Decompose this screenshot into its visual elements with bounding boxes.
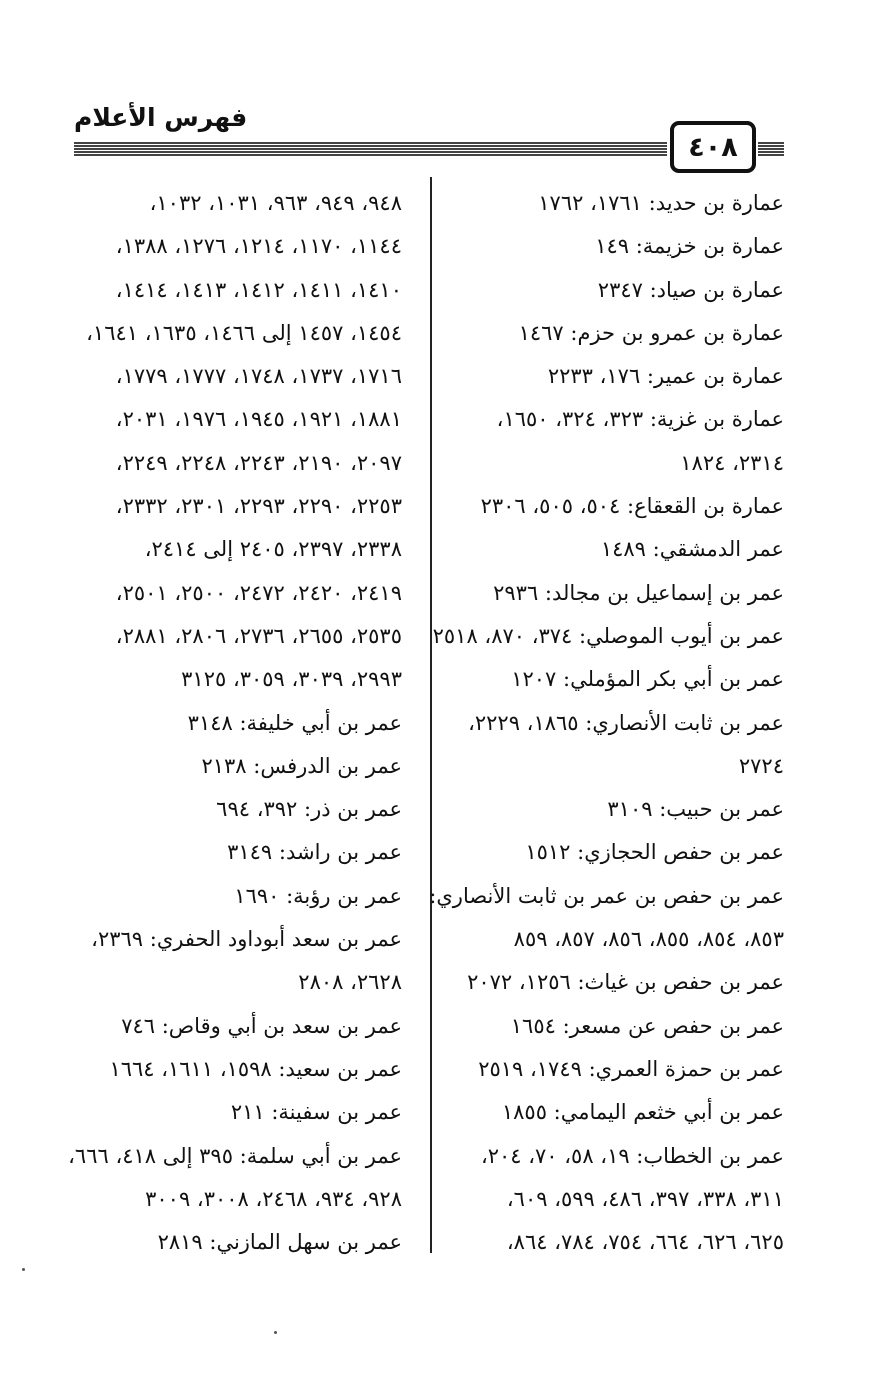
index-entry-line: عمر بن سعد أبوداود الحفري: ٢٣٦٩،: [91, 927, 402, 952]
index-entry-line: عمر بن أبي سلمة: ٣٩٥ إلى ٤١٨، ٦٦٦،: [68, 1143, 402, 1168]
index-entry-line: ٢٧٢٤: [738, 753, 784, 778]
index-entry-line: عمارة بن صياد: ٢٣٤٧: [597, 277, 784, 302]
index-entry-line: عمر بن حمزة العمري: ١٧٤٩، ٢٥١٩: [478, 1056, 784, 1081]
index-entry-line: ٦٢٥، ٦٢٦، ٦٦٤، ٧٥٤، ٧٨٤، ٨٦٤،: [506, 1230, 784, 1255]
index-entry-line: ٢٥٣٥، ٢٦٥٥، ٢٧٣٦، ٢٨٠٦، ٢٨٨١،: [115, 623, 402, 648]
index-entry-line: عمر بن الدرفس: ٢١٣٨: [201, 753, 402, 778]
index-entry-line: ١٧١٦، ١٧٣٧، ١٧٤٨، ١٧٧٧، ١٧٧٩،: [115, 364, 402, 389]
index-entry-line: عمر بن ذر: ٣٩٢، ٦٩٤: [216, 797, 402, 822]
index-entry-line: ١٤٥٤، ١٤٥٧ إلى ١٤٦٦، ١٦٣٥، ١٦٤١،: [86, 320, 402, 345]
scan-speck: [274, 1331, 277, 1334]
index-entry-line: عمر بن راشد: ٣١٤٩: [227, 840, 402, 865]
index-entry-line: عمارة بن القعقاع: ٥٠٤، ٥٠٥، ٢٣٠٦: [480, 494, 784, 519]
right-column: [429, 182, 784, 1264]
column-divider: [430, 177, 432, 1253]
header-rule: [74, 142, 667, 156]
index-entry-line: عمر بن إسماعيل بن مجالد: ٢٩٣٦: [493, 580, 784, 605]
index-entry-line: عمر بن الخطاب: ١٩، ٥٨، ٧٠، ٢٠٤،: [480, 1143, 784, 1168]
index-entry-line: ١٨٨١، ١٩٢١، ١٩٤٥، ١٩٧٦، ٢٠٣١،: [115, 407, 402, 432]
index-entry-line: ٢٦٢٨، ٢٨٠٨: [298, 970, 402, 995]
index-entry-line: عمر بن أبي خثعم اليمامي: ١٨٥٥: [501, 1100, 784, 1125]
index-entry-line: ٩٤٨، ٩٤٩، ٩٦٣، ١٠٣١، ١٠٣٢،: [149, 191, 402, 215]
index-entry-line: ٩٢٨، ٩٣٤، ٢٤٦٨، ٣٠٠٨، ٣٠٠٩: [145, 1186, 402, 1211]
index-entry-line: ٢٩٩٣، ٣٠٣٩، ٣٠٥٩، ٣١٢٥: [181, 667, 402, 692]
scan-speck: [22, 1268, 25, 1271]
index-entry-line: عمر بن حفص بن غياث: ١٢٥٦، ٢٠٧٢: [467, 970, 784, 995]
page-number: ٤٠٨: [670, 121, 756, 173]
index-entry-line: عمر بن حبيب: ٣١٠٩: [607, 797, 784, 822]
index-entry-line: عمر بن ثابت الأنصاري: ١٨٦٥، ٢٢٢٩،: [468, 710, 784, 735]
index-entry-line: ٢٣٣٨، ٢٣٩٧، ٢٤٠٥ إلى ٢٤١٤،: [144, 537, 402, 562]
index-entry-line: عمر بن سعيد: ١٥٩٨، ١٦١١، ١٦٦٤: [109, 1056, 402, 1081]
header-rule-end: [758, 142, 784, 156]
index-entry-line: عمارة بن عمير: ١٧٦، ٢٢٣٣: [547, 364, 784, 389]
index-entry-line: عمارة بن حديد: ١٧٦١، ١٧٦٢: [538, 191, 784, 215]
index-entry-line: ١١٤٤، ١١٧٠، ١٢١٤، ١٢٧٦، ١٣٨٨،: [115, 234, 402, 259]
index-entry-line: ٢٣١٤، ١٨٢٤: [680, 450, 784, 475]
index-entry-line: عمارة بن خزيمة: ١٤٩: [595, 234, 784, 259]
index-entry-line: عمارة بن غزية: ٣٢٣، ٣٢٤، ١٦٥٠،: [496, 407, 784, 432]
left-column: [70, 182, 402, 1264]
index-entry-line: ٨٥٣، ٨٥٤، ٨٥٥، ٨٥٦، ٨٥٧، ٨٥٩: [513, 927, 784, 952]
index-entry-line: ٢٠٩٧، ٢١٩٠، ٢٢٤٣، ٢٢٤٨، ٢٢٤٩،: [115, 450, 402, 475]
index-entry-line: عمر بن أيوب الموصلي: ٣٧٤، ٨٧٠، ٢٥١٨: [432, 623, 784, 648]
index-entry-line: عمر بن حفص الحجازي: ١٥١٢: [525, 840, 784, 865]
index-entry-line: عمر الدمشقي: ١٤٨٩: [600, 537, 784, 562]
index-entry-line: عمر بن سهل المازني: ٢٨١٩: [157, 1230, 402, 1255]
index-entry-line: ٣١١، ٣٣٨، ٣٩٧، ٤٨٦، ٥٩٩، ٦٠٩،: [506, 1186, 784, 1211]
index-entry-line: عمر بن حفص بن عمر بن ثابت الأنصاري:: [429, 883, 784, 908]
index-entry-line: عمر بن سفينة: ٢١١: [230, 1100, 402, 1125]
index-entry-line: ٢٢٥٣، ٢٢٩٠، ٢٢٩٣، ٢٣٠١، ٢٣٣٢،: [115, 494, 402, 519]
index-entry-line: عمارة بن عمرو بن حزم: ١٤٦٧: [518, 320, 784, 345]
index-entry-line: عمر بن رؤبة: ١٦٩٠: [234, 883, 402, 908]
index-entry-line: عمر بن أبي بكر المؤملي: ١٢٠٧: [511, 667, 784, 692]
index-entry-line: عمر بن حفص عن مسعر: ١٦٥٤: [510, 1013, 784, 1038]
index-title: فهرس الأعلام: [74, 103, 248, 132]
index-entry-line: عمر بن سعد بن أبي وقاص: ٧٤٦: [121, 1013, 402, 1038]
index-entry-line: ١٤١٠، ١٤١١، ١٤١٢، ١٤١٣، ١٤١٤،: [115, 277, 402, 302]
index-entry-line: ٢٤١٩، ٢٤٢٠، ٢٤٧٢، ٢٥٠٠، ٢٥٠١،: [115, 580, 402, 605]
index-entry-line: عمر بن أبي خليفة: ٣١٤٨: [187, 710, 402, 735]
